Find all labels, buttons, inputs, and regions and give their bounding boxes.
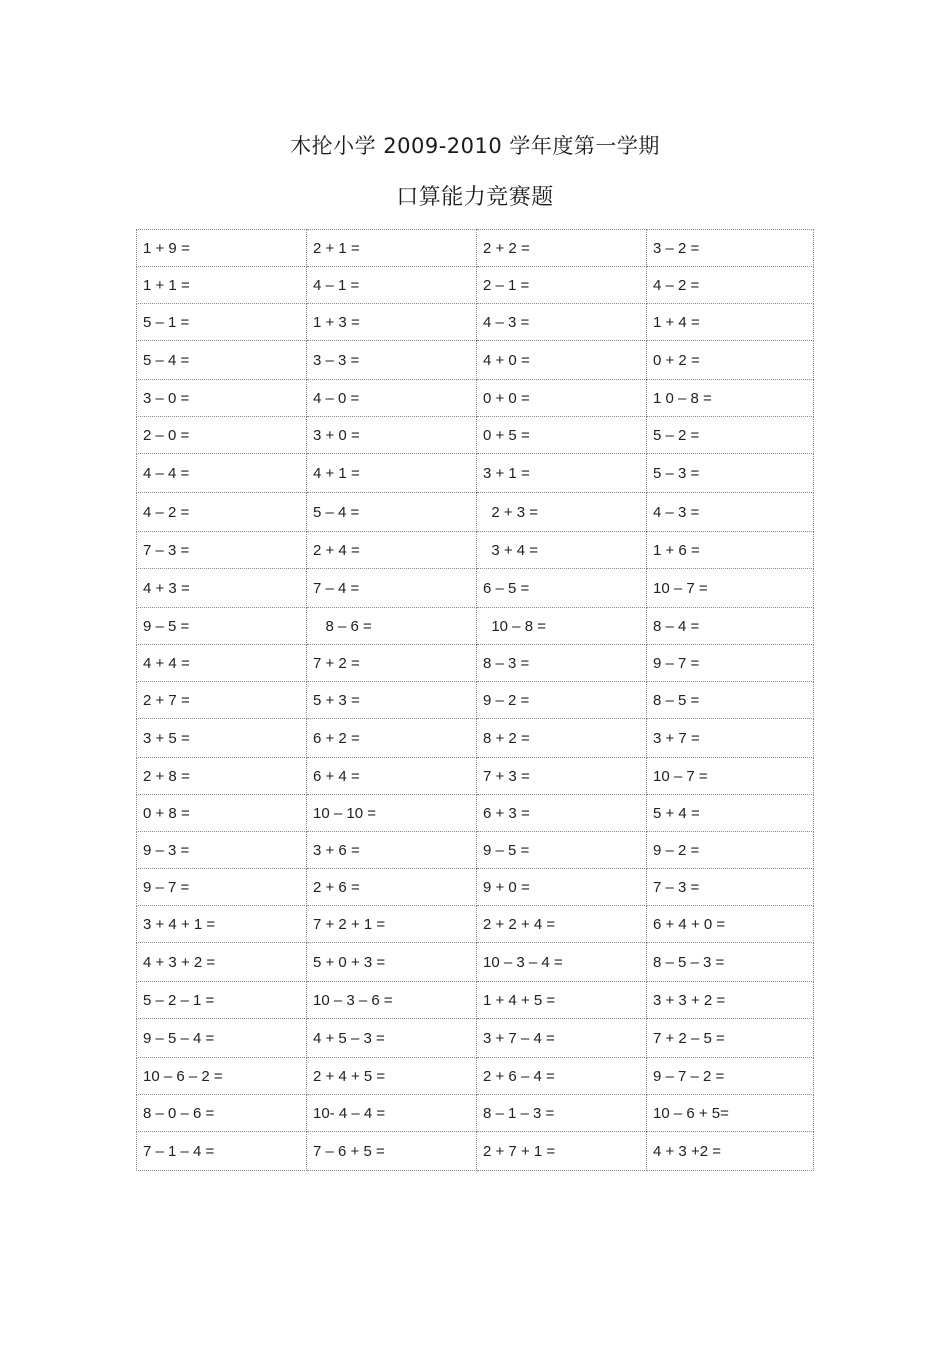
problem-cell: 5 – 3 = [647,454,814,493]
problem-cell: 2 + 2 + 4 = [477,906,647,943]
problem-cell: 1 + 4 + 5 = [477,982,647,1019]
problem-cell: 4 + 1 = [307,454,477,493]
problem-cell: 6 + 4 + 0 = [647,906,814,943]
problem-cell: 9 – 2 = [477,682,647,719]
problem-cell: 10 – 3 – 4 = [477,943,647,982]
problem-cell: 5 – 4 = [307,493,477,532]
problem-cell: 2 + 7 + 1 = [477,1132,647,1171]
table-row [137,1132,814,1171]
table-row [137,417,814,454]
problem-cell: 4 + 3 +2 = [647,1132,814,1171]
table-row [137,645,814,682]
problem-cell: 7 + 2 – 5 = [647,1019,814,1058]
problem-cell: 9 – 7 = [137,869,307,906]
table-row [137,493,814,532]
problem-cell: 8 – 1 – 3 = [477,1095,647,1132]
problem-cell: 6 + 2 = [307,719,477,758]
problem-cell: 2 + 2 = [477,230,647,267]
problem-cell: 4 – 1 = [307,267,477,304]
problem-cell: 2 + 6 – 4 = [477,1058,647,1095]
problem-cell: 10 – 7 = [647,569,814,608]
problem-cell: 9 – 7 – 2 = [647,1058,814,1095]
page-subtitle: 口算能力竞赛题 [396,185,554,210]
table-row [137,380,814,417]
problem-cell: 7 – 1 – 4 = [137,1132,307,1171]
problem-cell: 4 – 2 = [137,493,307,532]
table-row [137,906,814,943]
table-row [137,230,814,267]
problem-cell: 4 – 0 = [307,380,477,417]
problem-cell: 3 – 2 = [647,230,814,267]
problem-cell: 8 – 0 – 6 = [137,1095,307,1132]
problem-cell: 4 + 5 – 3 = [307,1019,477,1058]
problem-cell: 9 – 2 = [647,832,814,869]
table-row [137,304,814,341]
problem-cell: 8 – 5 = [647,682,814,719]
table-row [137,943,814,982]
problem-cell: 5 – 1 = [137,304,307,341]
problem-cell: 10 – 6 + 5= [647,1095,814,1132]
problem-cell: 10 – 6 – 2 = [137,1058,307,1095]
problem-cell: 3 + 5 = [137,719,307,758]
problem-cell: 5 – 2 = [647,417,814,454]
arithmetic-table [136,229,814,1171]
problem-cell: 2 + 8 = [137,758,307,795]
problem-cell: 9 – 5 = [137,608,307,645]
problem-cell: 4 – 3 = [647,493,814,532]
problem-cell: 0 + 2 = [647,341,814,380]
problem-cell: 3 + 6 = [307,832,477,869]
problem-cell: 4 – 4 = [137,454,307,493]
table-row [137,608,814,645]
problem-cell: 7 – 3 = [647,869,814,906]
problem-cell: 4 + 0 = [477,341,647,380]
problem-cell: 1 + 4 = [647,304,814,341]
problem-cell: 9 – 5 – 4 = [137,1019,307,1058]
problem-cell: 0 + 8 = [137,795,307,832]
table-row [137,341,814,380]
problem-cell: 5 + 3 = [307,682,477,719]
problem-cell: 4 – 3 = [477,304,647,341]
table-row [137,869,814,906]
problem-cell: 9 – 5 = [477,832,647,869]
problem-cell: 3 – 0 = [137,380,307,417]
problem-cell: 3 + 0 = [307,417,477,454]
table-row [137,454,814,493]
problem-cell: 6 + 3 = [477,795,647,832]
problem-cell: 5 + 0 + 3 = [307,943,477,982]
problem-cell: 3 + 4 + 1 = [137,906,307,943]
problem-cell: 8 – 6 = [307,608,477,645]
problem-cell: 2 – 0 = [137,417,307,454]
table-row [137,719,814,758]
problem-cell: 7 – 6 + 5 = [307,1132,477,1171]
problem-cell: 3 + 7 – 4 = [477,1019,647,1058]
table-row [137,982,814,1019]
problem-cell: 10 – 3 – 6 = [307,982,477,1019]
problem-cell: 8 – 5 – 3 = [647,943,814,982]
problem-cell: 7 – 4 = [307,569,477,608]
problem-cell: 2 + 4 + 5 = [307,1058,477,1095]
problem-cell: 2 + 3 = [477,493,647,532]
problem-cell: 8 + 2 = [477,719,647,758]
problem-cell: 2 + 1 = [307,230,477,267]
problem-cell: 6 – 5 = [477,569,647,608]
problem-cell: 10- 4 – 4 = [307,1095,477,1132]
problem-cell: 10 – 8 = [477,608,647,645]
problem-cell: 3 + 7 = [647,719,814,758]
problem-cell: 3 + 1 = [477,454,647,493]
problem-cell: 4 – 2 = [647,267,814,304]
problem-cell: 2 + 7 = [137,682,307,719]
table-row [137,1019,814,1058]
problem-cell: 7 + 3 = [477,758,647,795]
problem-cell: 2 – 1 = [477,267,647,304]
table-row [137,1095,814,1132]
problem-cell: 3 + 4 = [477,532,647,569]
problem-cell: 5 + 4 = [647,795,814,832]
problem-cell: 1 + 1 = [137,267,307,304]
problem-cell: 0 + 0 = [477,380,647,417]
problem-cell: 5 – 2 – 1 = [137,982,307,1019]
problem-cell: 5 – 4 = [137,341,307,380]
problem-cell: 4 + 4 = [137,645,307,682]
arithmetic-table-body [137,230,814,1171]
table-row [137,682,814,719]
problem-cell: 0 + 5 = [477,417,647,454]
problem-cell: 1 + 9 = [137,230,307,267]
problem-cell: 3 + 3 + 2 = [647,982,814,1019]
problem-cell: 2 + 4 = [307,532,477,569]
problem-cell: 7 + 2 = [307,645,477,682]
problem-cell: 6 + 4 = [307,758,477,795]
problem-cell: 2 + 6 = [307,869,477,906]
problem-cell: 9 + 0 = [477,869,647,906]
problem-cell: 10 – 10 = [307,795,477,832]
problem-cell: 4 + 3 + 2 = [137,943,307,982]
problem-cell: 7 – 3 = [137,532,307,569]
problem-cell: 1 + 6 = [647,532,814,569]
table-row [137,795,814,832]
page-title: 木抡小学 2009-2010 学年度第一学期 [290,134,660,158]
problem-cell: 1 0 – 8 = [647,380,814,417]
table-row [137,532,814,569]
table-row [137,267,814,304]
problem-cell: 8 – 4 = [647,608,814,645]
problem-cell: 1 + 3 = [307,304,477,341]
table-row [137,1058,814,1095]
table-row [137,569,814,608]
problem-cell: 9 – 7 = [647,645,814,682]
problem-cell: 3 – 3 = [307,341,477,380]
problem-cell: 9 – 3 = [137,832,307,869]
problem-cell: 10 – 7 = [647,758,814,795]
problem-cell: 8 – 3 = [477,645,647,682]
problem-cell: 4 + 3 = [137,569,307,608]
table-row [137,832,814,869]
problem-cell: 7 + 2 + 1 = [307,906,477,943]
table-row [137,758,814,795]
